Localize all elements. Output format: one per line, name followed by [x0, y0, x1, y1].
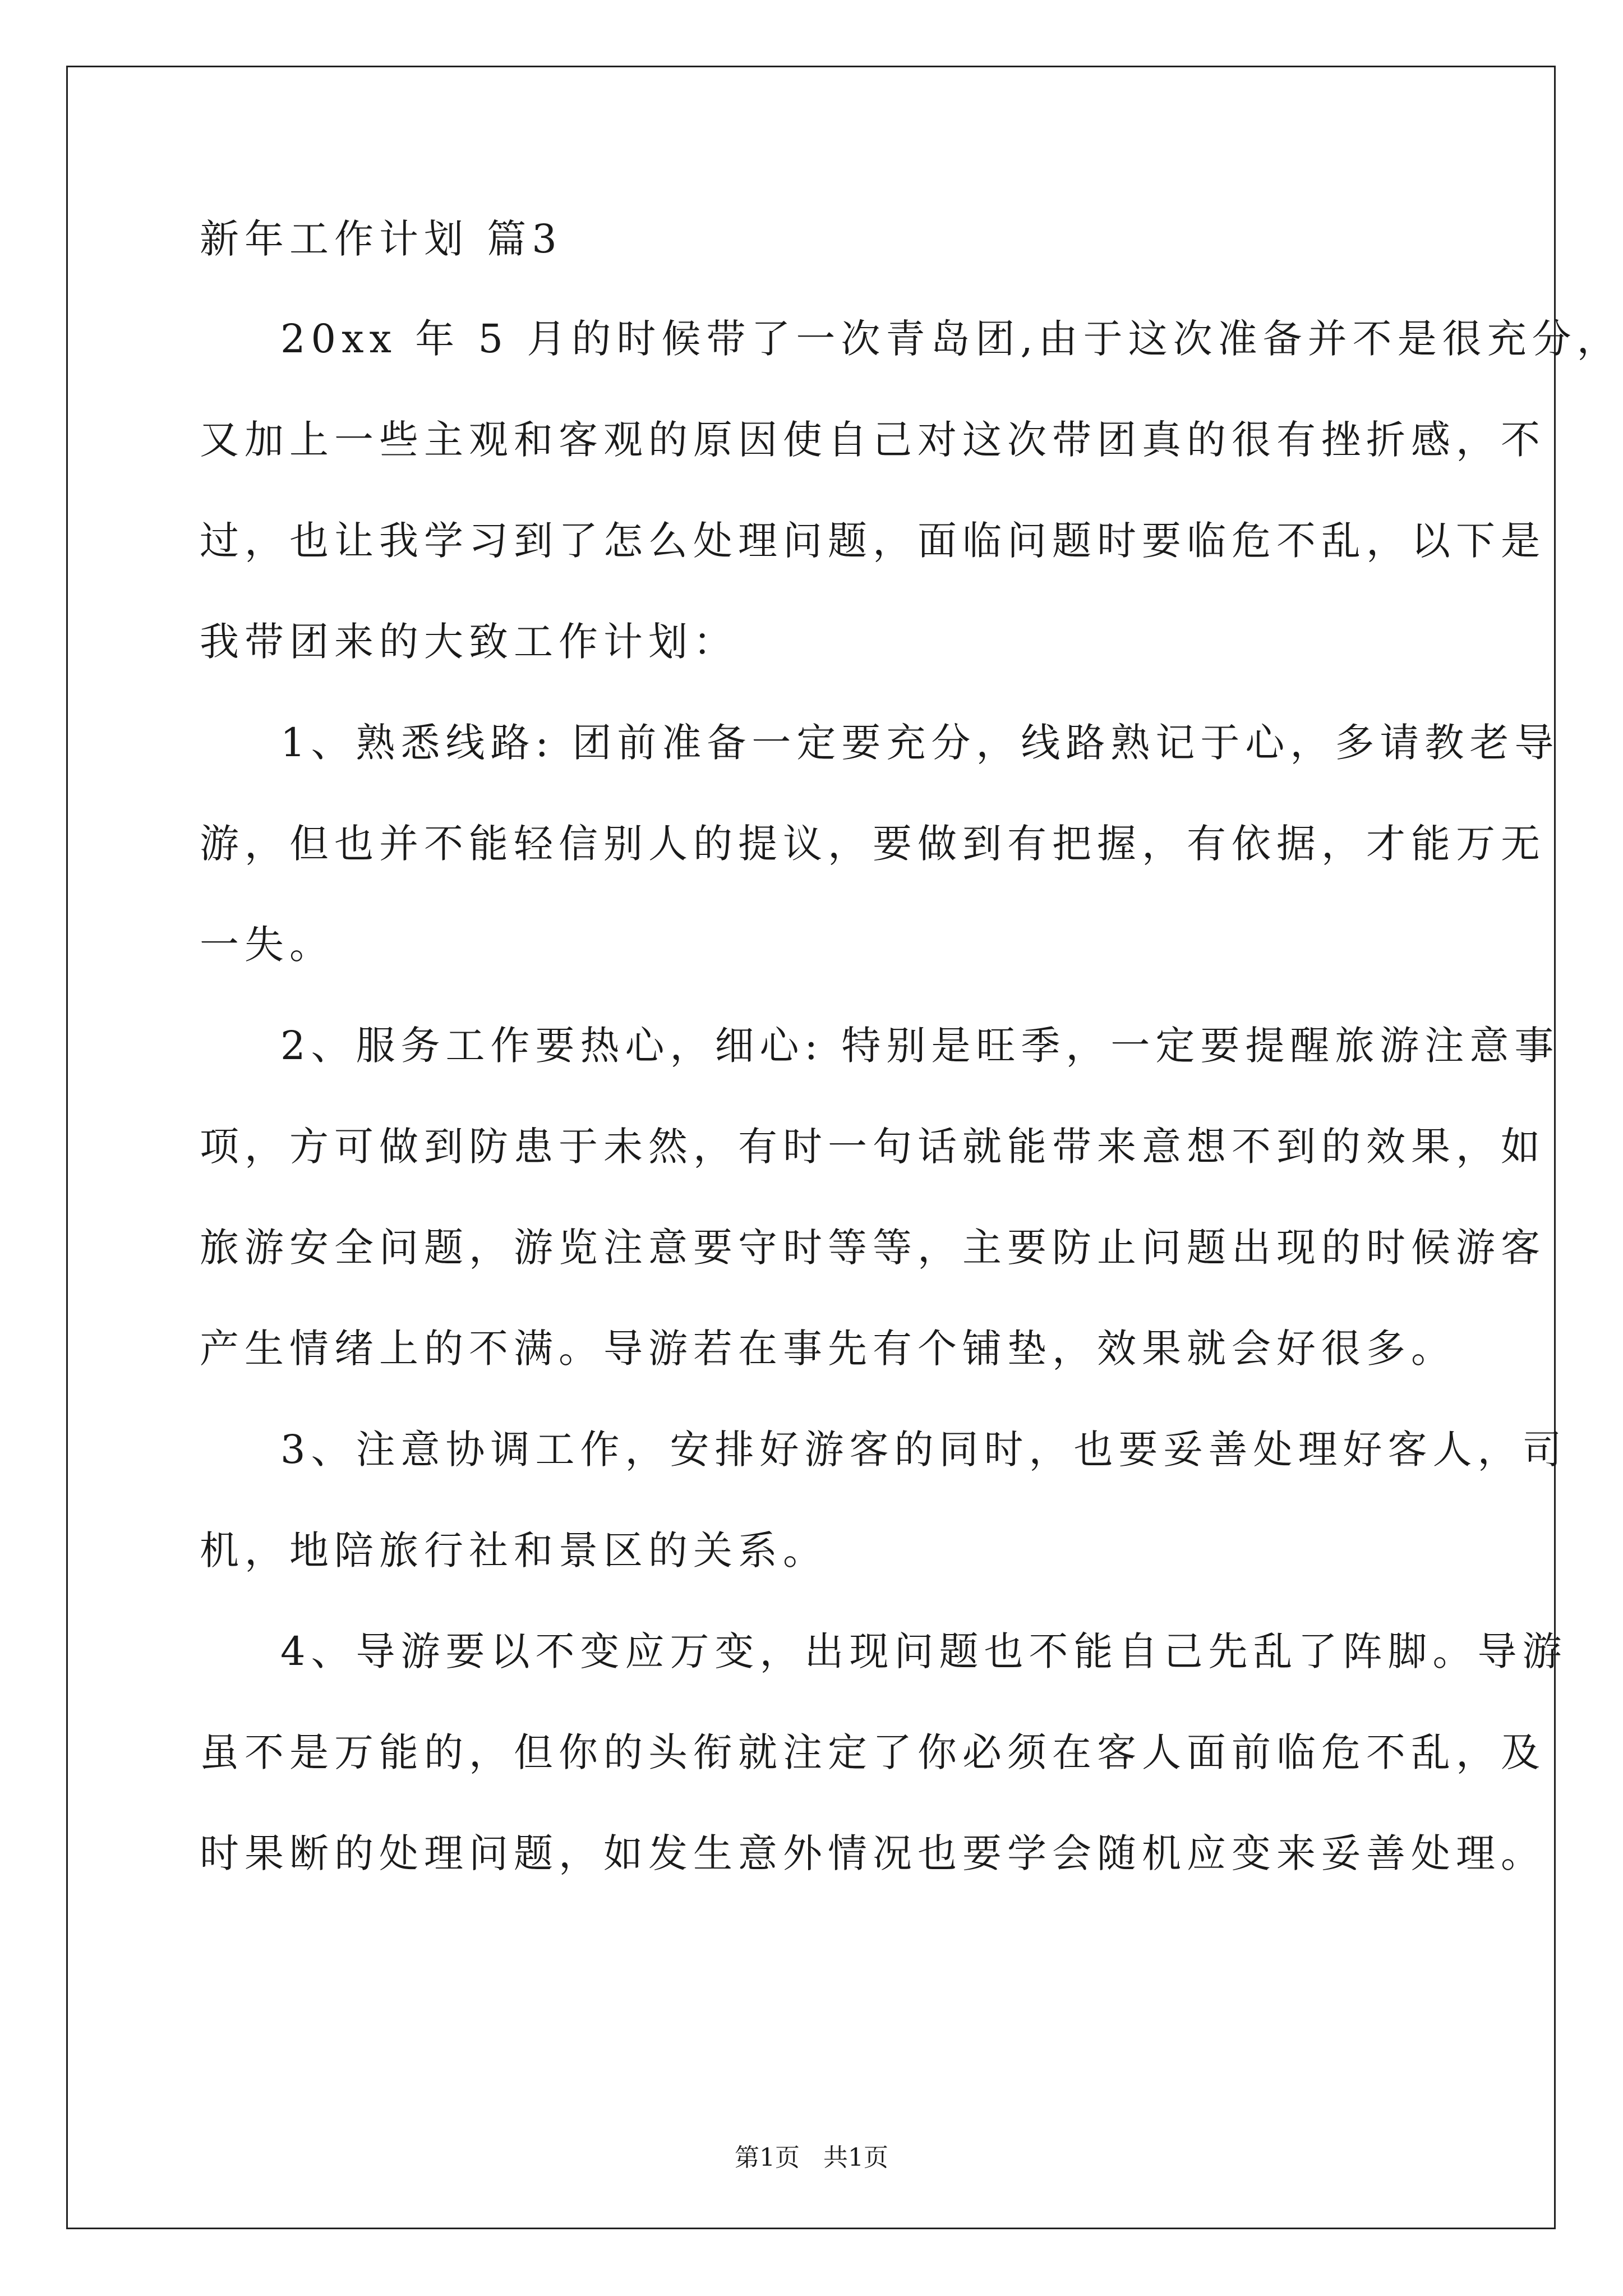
paragraph-5-line-2: 虽不是万能的，但你的头衔就注定了你必须在客人面前临危不乱，及 [200, 1729, 1546, 1775]
paragraph-2-line-3: 一失。 [200, 922, 334, 968]
paragraph-3-line-2: 项，方可做到防患于未然，有时一句话就能带来意想不到的效果，如 [200, 1124, 1546, 1170]
document-title: 新年工作计划 篇3 [200, 216, 562, 262]
paragraph-2-line-1: 1、熟悉线路: 团前准备一定要充分，线路熟记于心，多请教老导 [280, 720, 1560, 766]
paragraph-3-line-3: 旅游安全问题，游览注意要守时等等，主要防止问题出现的时候游客 [200, 1225, 1546, 1271]
paragraph-3-line-4: 产生情绪上的不满。导游若在事先有个铺垫，效果就会好很多。 [200, 1326, 1456, 1372]
paragraph-3-line-1: 2、服务工作要热心，细心: 特别是旺季，一定要提醒旅游注意事 [280, 1023, 1560, 1069]
paragraph-5-line-3: 时果断的处理问题，如发生意外情况也要学会随机应变来妥善处理。 [200, 1830, 1546, 1876]
paragraph-1-line-3: 过，也让我学习到了怎么处理问题，面临问题时要临危不乱，以下是 [200, 518, 1546, 564]
paragraph-1-line-1: 20xx 年 5 月的时候带了一次青岛团,由于这次准备并不是很充分， [280, 316, 1622, 362]
paragraph-1-line-2: 又加上一些主观和客观的原因使自己对这次带团真的很有挫折感，不 [200, 417, 1546, 463]
page-number-footer: 第1页 共1页 [735, 2143, 888, 2172]
paragraph-4-line-1: 3、注意协调工作，安排好游客的同时，也要妥善处理好客人，司 [280, 1427, 1567, 1473]
paragraph-2-line-2: 游，但也并不能轻信别人的提议，要做到有把握，有依据，才能万无 [200, 821, 1546, 867]
paragraph-1-line-4: 我带团来的大致工作计划： [200, 619, 738, 665]
paragraph-4-line-2: 机，地陪旅行社和景区的关系。 [200, 1527, 828, 1573]
paragraph-5-line-1: 4、导游要以不变应万变，出现问题也不能自己先乱了阵脚。导游 [280, 1628, 1567, 1674]
